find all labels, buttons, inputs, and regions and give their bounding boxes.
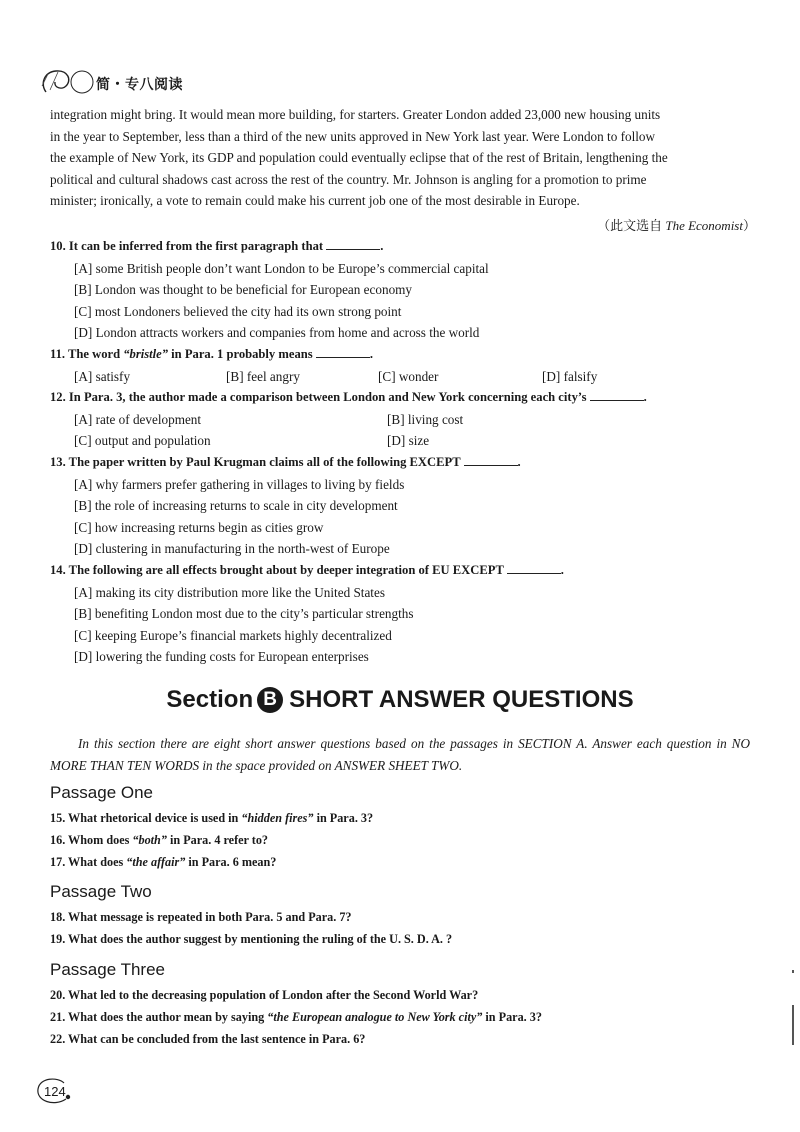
- multiple-choice-questions: [50, 236, 750, 668]
- passage-line: in the year to September, less than a third of the new units approved in New York last year. Were London to follow: [50, 128, 656, 144]
- passage-two-heading: Passage Two: [50, 882, 152, 901]
- source-title: The Economist: [665, 218, 743, 233]
- option: [A] rate of development: [74, 411, 202, 427]
- swirl-logo-icon: [38, 66, 98, 98]
- page-number: 124: [44, 1084, 66, 1099]
- option: [C] how increasing returns begin as cities grow: [74, 519, 324, 535]
- page-number-badge: [34, 1075, 74, 1107]
- option: [C] output and population: [74, 433, 211, 449]
- question-19: 19. What does the author suggest by mentioning the ruling of the U. S. D. A. ?: [50, 932, 453, 946]
- answer-blank: [326, 237, 380, 250]
- passage-paragraph: [50, 104, 750, 212]
- option: [C] wonder: [378, 368, 439, 384]
- option: [D] lowering the funding costs for European enterprises: [74, 649, 369, 665]
- passage-three-heading: Passage Three: [50, 960, 165, 979]
- option: [B] feel angry: [226, 368, 300, 384]
- option: [C] most Londoners believed the city had its own strong point: [74, 303, 402, 319]
- option: [D] size: [387, 433, 430, 449]
- question-12-stem: 12. In Para. 3, the author made a comparison between London and New York concerning each city’s .: [50, 390, 647, 405]
- option: [D] falsify: [542, 368, 598, 384]
- section-b-heading: Section B SHORT ANSWER QUESTIONS: [166, 686, 634, 713]
- answer-blank: [507, 561, 561, 574]
- passage-line: minister; ironically, a vote to remain could make his current job one of the most desirable in Europe.: [50, 193, 580, 209]
- section-letter-badge: B: [257, 687, 283, 713]
- option: [B] living cost: [387, 411, 464, 427]
- option: [A] making its city distribution more like the United States: [74, 584, 385, 600]
- question-18: 18. What message is repeated in both Para. 5 and Para. 7?: [50, 910, 352, 924]
- option: [B] benefiting London most due to the city’s particular strengths: [74, 606, 414, 622]
- passage-line: integration might bring. It would mean more building, for starters. Greater London added 23,000 new housing units: [50, 107, 661, 122]
- option: [B] London was thought to be beneficial for European economy: [74, 282, 413, 298]
- option: [A] satisfy: [74, 368, 131, 384]
- question-10-stem: 10. It can be inferred from the first paragraph that .: [50, 239, 384, 253]
- binding-mark: [792, 1005, 794, 1045]
- source-citation: （此文选自 The Economist）: [597, 218, 756, 233]
- option: [D] London attracts workers and companies from home and across the world: [74, 325, 480, 341]
- question-17: 17. What does “the affair” in Para. 6 mean?: [50, 855, 277, 869]
- header-title: 简・专八阅读: [96, 77, 183, 93]
- answer-blank: [316, 345, 370, 358]
- option: [C] keeping Europe’s financial markets highly decentralized: [74, 627, 392, 643]
- option-row: [50, 366, 750, 388]
- section-instructions: In this section there are eight short answer questions based on the passages in SECTION A. Answer each question in NO MORE THAN TEN WORDS in the space provided on ANSWER SHEET TWO.: [50, 736, 750, 773]
- option: [A] why farmers prefer gathering in villages to living by fields: [74, 476, 405, 492]
- answer-blank: [464, 453, 518, 466]
- question-15: 15. What rhetorical device is used in “hidden fires” in Para. 3?: [50, 811, 374, 825]
- option-row: [50, 430, 750, 452]
- question-14-stem: 14. The following are all effects brought about by deeper integration of EU EXCEPT .: [50, 562, 564, 577]
- question-21: 21. What does the author mean by saying “the European analogue to New York city” in Para. 3?: [50, 1010, 542, 1024]
- answer-blank: [590, 388, 644, 401]
- question-11-stem: 11. The word “bristle” in Para. 1 probably means .: [50, 346, 373, 361]
- question-16: 16. Whom does “both” in Para. 4 refer to?: [50, 833, 269, 847]
- question-13-stem: 13. The paper written by Paul Krugman claims all of the following EXCEPT .: [50, 454, 521, 469]
- passage-line: the example of New York, its GDP and population could eventually eclipse that of the rest of Britain, lengthening the: [50, 150, 668, 166]
- binding-mark: [792, 970, 794, 973]
- passage-line: political and cultural shadows cast across the rest of the country. Mr. Johnson is angling for a promotion to prime: [50, 171, 647, 187]
- passage-one-heading: Passage One: [50, 783, 154, 802]
- running-header: [38, 66, 238, 98]
- option: [D] clustering in manufacturing in the north-west of Europe: [74, 541, 390, 557]
- question-22: 22. What can be concluded from the last sentence in Para. 6?: [50, 1032, 366, 1046]
- option: [B] the role of increasing returns to scale in city development: [74, 498, 398, 514]
- option-row: [50, 409, 750, 431]
- question-20: 20. What led to the decreasing population of London after the Second World War?: [50, 988, 479, 1002]
- option: [A] some British people don’t want London to be Europe’s commercial capital: [74, 260, 489, 276]
